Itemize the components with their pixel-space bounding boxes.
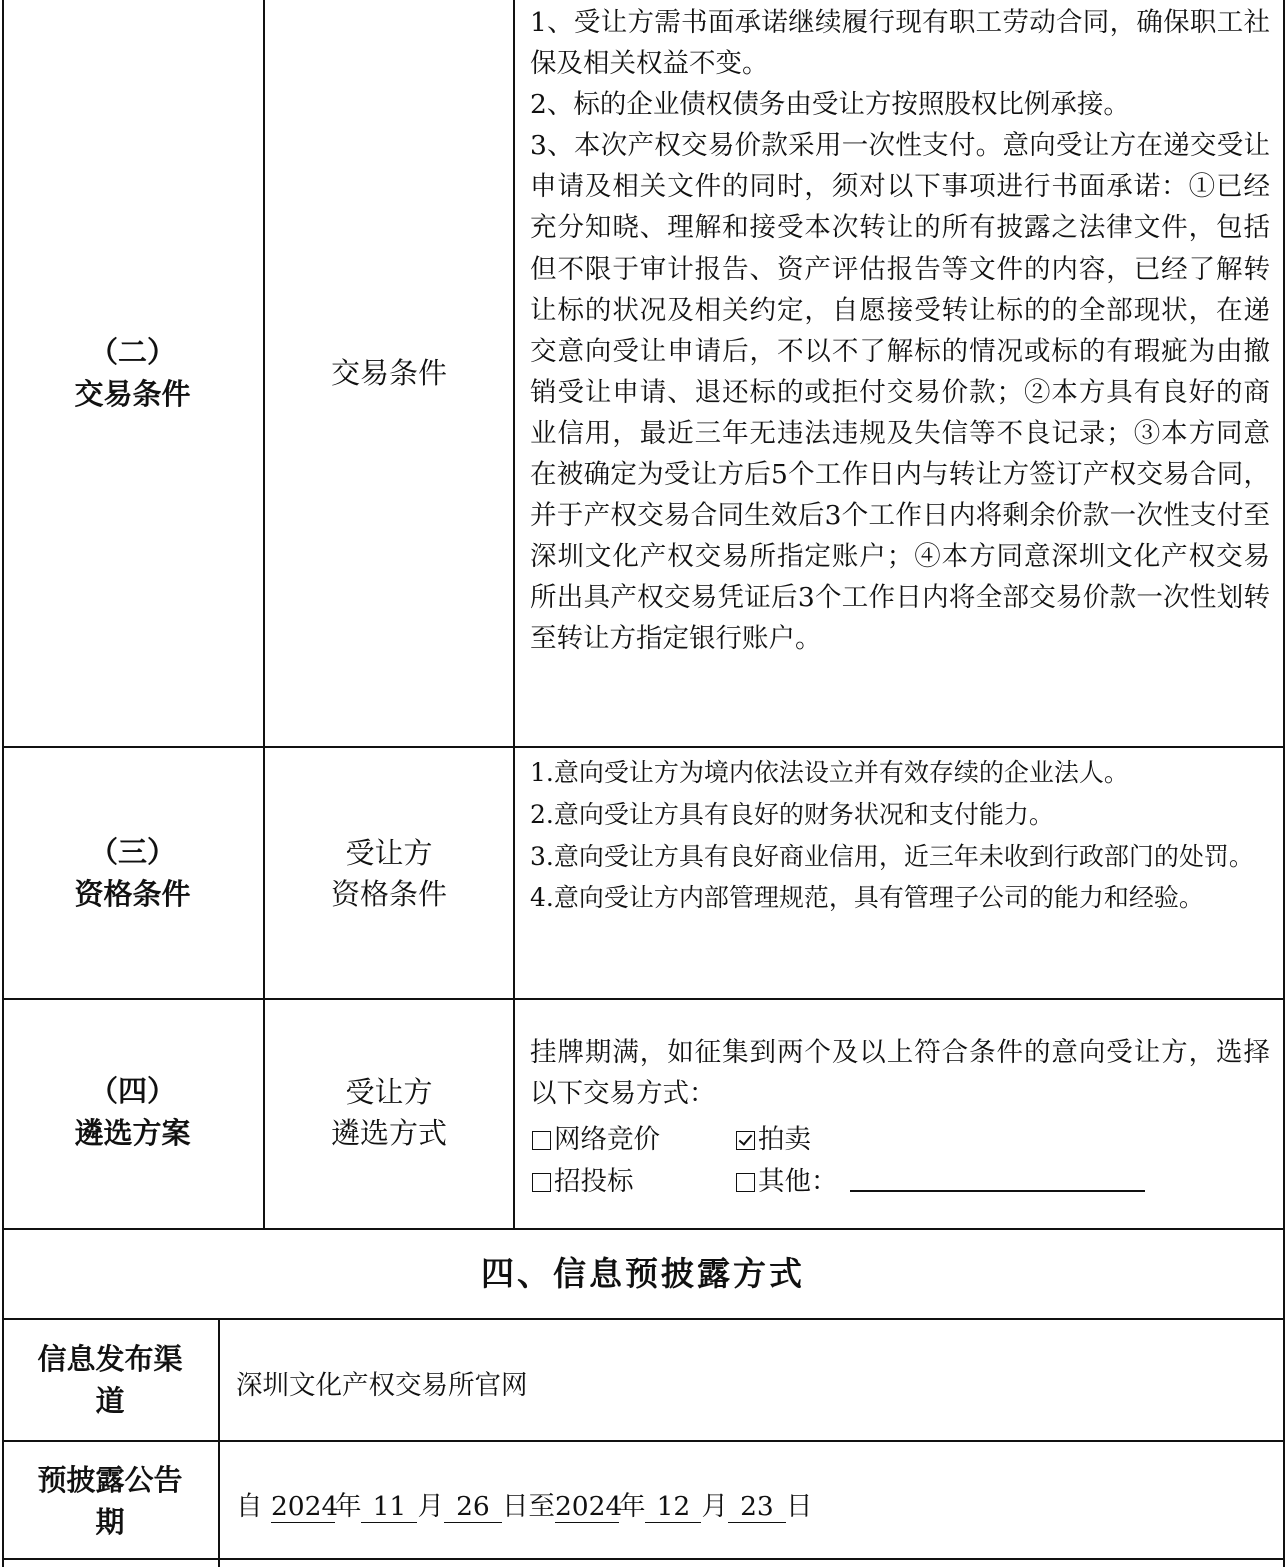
row-divider-2 [2,998,1285,1000]
trade-category [2,331,263,415]
qualification-category-title: 资格条件 [74,877,191,911]
option-auction[interactable] [736,1117,811,1156]
selection-category [2,1070,263,1154]
trade-content [530,2,1270,660]
option-online-bidding[interactable] [532,1117,660,1156]
start-month: 11 [361,1491,417,1523]
channel-label-line: 信息发布渠 [37,1342,183,1376]
option-label: 其他： [758,1166,838,1197]
option-label: 招投标 [554,1166,634,1197]
qualification-paragraph: 1.意向受让方为境内依法设立并有效存续的企业法人。 [530,758,1129,787]
option-label: 拍卖 [758,1124,811,1155]
period-label-line: 预披露公告 [37,1463,183,1497]
qualification-paragraph: 3.意向受让方具有良好商业信用，近三年未收到行政部门的处罚。 [530,841,1254,871]
month-word: 月 [701,1491,728,1522]
table-right-border [1283,0,1285,1567]
row-divider-5 [2,1440,1285,1442]
period-label-line: 期 [95,1505,125,1539]
end-year: 2024 [554,1491,623,1522]
option-tender[interactable] [532,1159,634,1198]
selection-intro-text: 挂牌期满，如征集到两个及以上符合条件的意向受让方，选择以下交易方式： [530,1037,1270,1110]
col-divider-2 [513,0,515,1230]
qualification-category [2,831,263,915]
qualification-item-line: 资格条件 [330,877,447,911]
trade-item: 交易条件 [330,356,447,390]
qualification-paragraph: 2.意向受让方具有良好的财务状况和支付能力。 [530,799,1054,829]
option-other[interactable] [736,1159,838,1198]
checkbox-online-bidding[interactable] [532,1131,551,1150]
selection-item-line: 遴选方式 [330,1116,447,1150]
row-divider-4 [2,1318,1285,1320]
year-word: 年 [618,1491,646,1522]
row-divider-3 [2,1228,1285,1230]
channel-label-line: 道 [95,1384,125,1418]
qualification-paragraph: 4.意向受让方内部管理规范，具有管理子公司的能力和经验。 [530,883,1204,913]
start-day: 26 [444,1491,502,1523]
col-divider-3 [218,1318,220,1567]
table-bottom-border [2,1558,1285,1560]
channel-label [2,1338,218,1422]
option-label: 网络竞价 [554,1124,660,1155]
trade-category-title: 交易条件 [74,377,191,411]
trade-category-number: （二） [88,335,176,369]
channel-value: 深圳文化产权交易所官网 [236,1370,528,1401]
section-title: 四、信息预披露方式 [481,1254,805,1293]
year-word: 年 [334,1491,362,1522]
col-divider-1 [263,0,265,1230]
qualification-item [265,833,513,915]
selection-category-title: 遴选方案 [74,1116,191,1150]
other-fill-line [850,1190,1145,1192]
day-word: 日 [785,1491,813,1522]
trade-paragraph: 3、本次产权交易价款采用一次性支付。意向受让方在递交受让申请及相关文件的同时，须对以下事项进行书面承诺：①已经充分知晓、理解和接受本次转让的所有披露之法律文件，包括但不限于审计报告、资产评估报告等文件的内容，已经了解转让标的状况及相关约定，自愿接受转让标的的全部现状，在递交意向受让申请后，不以不了解标的情况或标的有瑕疵为由撤销受让申请、退还标的或拒付交易价款；②本方具有良好的商业信用，最近三年无违法违规及失信等不良记录；③本方同意在被确定为受让方后5个工作日内与转让方签订产权交易合同，并于产权交易合同生效后3个工作日内将剩余价款一次性支付至深圳文化产权交易所指定账户；④本方同意深圳文化产权交易所出具产权交易凭证后3个工作日内将全部交易价款一次性划转至转让方指定银行账户。 [530,130,1270,655]
end-day: 23 [728,1491,786,1523]
checkbox-other[interactable] [736,1173,755,1192]
selection-intro [530,1032,1270,1114]
day-to-word: 日至 [501,1491,555,1522]
start-year: 2024 [270,1491,339,1522]
period-from: 自 [236,1491,263,1522]
period-value [236,1484,812,1523]
trade-paragraph: 1、受让方需书面承诺继续履行现有职工劳动合同，确保职工社保及相关权益不变。 [530,7,1270,80]
selection-category-number: （四） [88,1074,176,1108]
table-left-border [2,0,4,1567]
selection-item [265,1072,513,1154]
month-word: 月 [417,1491,444,1522]
qualification-item-line: 受让方 [345,836,433,870]
qualification-category-number: （三） [88,835,176,869]
end-month: 12 [645,1491,701,1523]
trade-paragraph: 2、标的企业债权债务由受让方按照股权比例承接。 [530,89,1130,121]
row-divider-1 [2,746,1285,748]
checkbox-tender[interactable] [532,1173,551,1192]
checkbox-auction-checked[interactable] [736,1131,755,1150]
qualification-content [530,752,1270,919]
period-label [2,1459,218,1543]
selection-item-line: 受让方 [345,1075,433,1109]
